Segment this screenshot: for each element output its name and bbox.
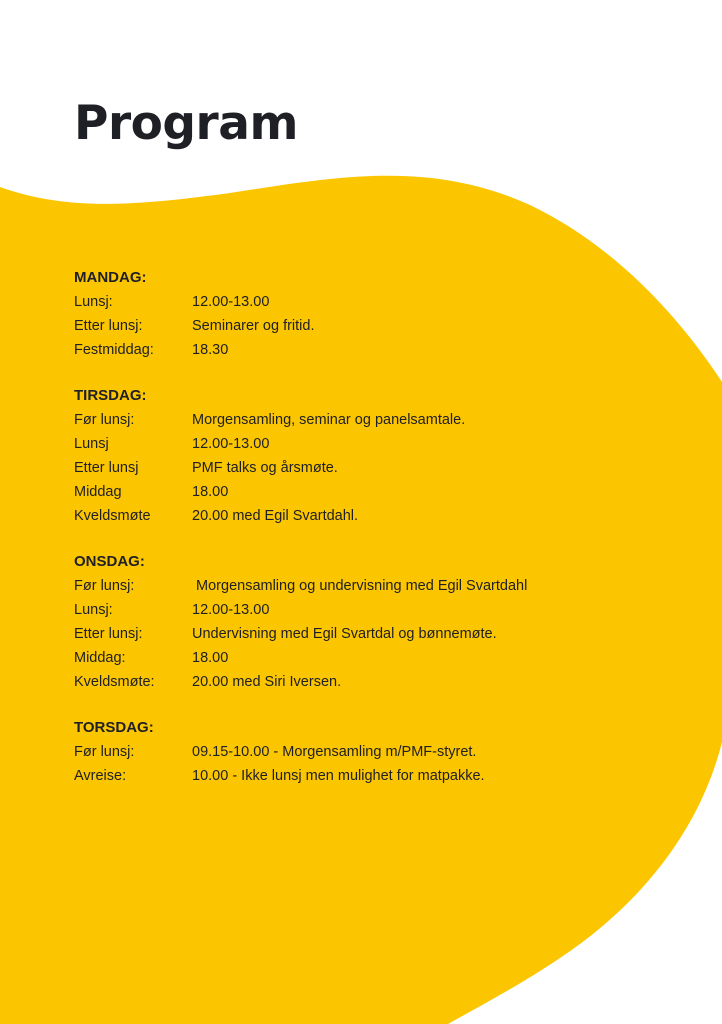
schedule-row (74, 670, 674, 694)
row-value: 12.00-13.00 (192, 436, 270, 452)
day-thursday (74, 716, 674, 788)
schedule-row (74, 408, 674, 432)
schedule-row (74, 480, 674, 504)
schedule-row (74, 574, 674, 598)
row-value: 09.15-10.00 - Morgensamling m/PMF-styret. (192, 744, 477, 760)
day-heading: TORSDAG: (74, 719, 154, 736)
schedule (74, 266, 674, 810)
schedule-row (74, 314, 674, 338)
row-value: 10.00 - Ikke lunsj men mulighet for matpakke. (192, 768, 485, 784)
schedule-row (74, 432, 674, 456)
row-value: Seminarer og fritid. (192, 318, 315, 334)
day-monday (74, 266, 674, 362)
row-value: 18.00 (192, 484, 229, 500)
row-label: Festmiddag: (74, 342, 154, 358)
row-label: Lunsj: (74, 602, 113, 618)
row-label: Lunsj (74, 436, 109, 452)
schedule-row (74, 290, 674, 314)
row-value: PMF talks og årsmøte. (192, 460, 338, 476)
row-label: Lunsj: (74, 294, 113, 310)
schedule-row (74, 622, 674, 646)
row-value: Morgensamling, seminar og panelsamtale. (192, 412, 466, 428)
row-label: Middag (74, 484, 122, 500)
row-value: 12.00-13.00 (192, 294, 270, 310)
row-value: 18.00 (192, 650, 229, 666)
schedule-row (74, 764, 674, 788)
row-value: Undervisning med Egil Svartdal og bønnemøte. (192, 626, 497, 642)
schedule-row (74, 456, 674, 480)
day-wednesday (74, 550, 674, 694)
row-label: Kveldsmøte (74, 508, 151, 524)
row-value: 20.00 med Siri Iversen. (192, 674, 342, 690)
row-label: Før lunsj: (74, 578, 135, 594)
row-label: Kveldsmøte: (74, 674, 155, 690)
row-value: Morgensamling og undervisning med Egil Svartdahl (192, 578, 528, 594)
day-heading: TIRSDAG: (74, 387, 147, 404)
page-title: Program (74, 96, 298, 151)
schedule-row (74, 338, 674, 362)
row-value: 18.30 (192, 342, 229, 358)
row-value: 12.00-13.00 (192, 602, 270, 618)
row-label: Avreise: (74, 768, 127, 784)
row-label: Før lunsj: (74, 412, 135, 428)
row-label: Etter lunsj: (74, 318, 143, 334)
schedule-row (74, 598, 674, 622)
row-value: 20.00 med Egil Svartdahl. (192, 508, 359, 524)
row-label: Etter lunsj (74, 460, 139, 476)
row-label: Etter lunsj: (74, 626, 143, 642)
row-label: Før lunsj: (74, 744, 135, 760)
day-heading: MANDAG: (74, 269, 147, 286)
schedule-row (74, 504, 674, 528)
schedule-row (74, 646, 674, 670)
day-tuesday (74, 384, 674, 528)
row-label: Middag: (74, 650, 126, 666)
schedule-row (74, 740, 674, 764)
day-heading: ONSDAG: (74, 553, 145, 570)
